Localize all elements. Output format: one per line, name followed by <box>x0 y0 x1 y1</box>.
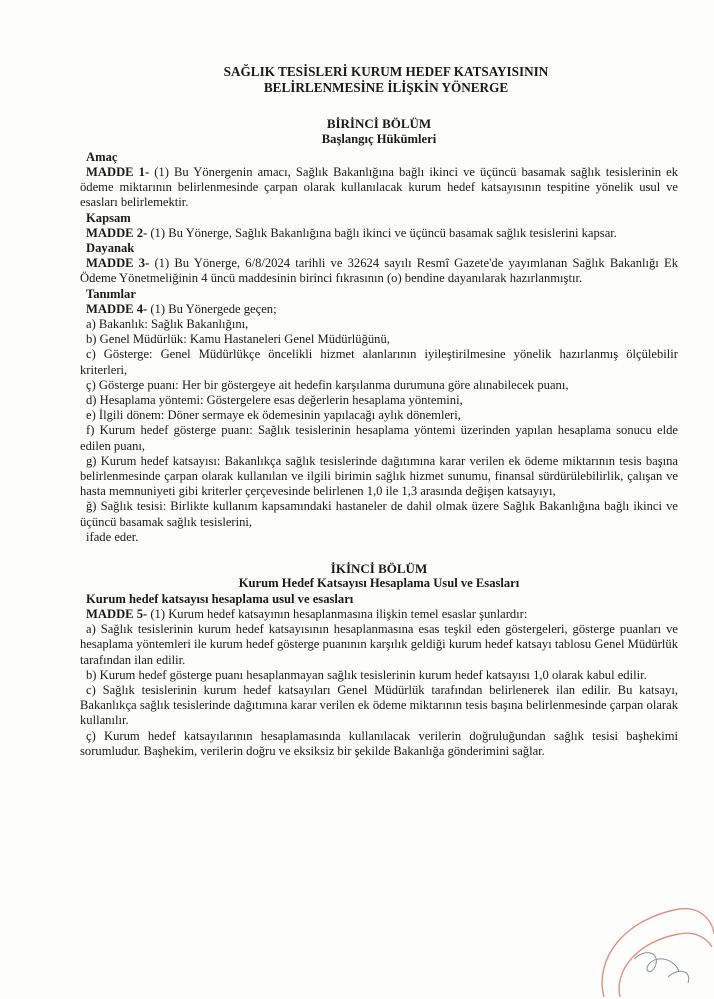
article-4-number: MADDE 4- <box>86 301 148 316</box>
document-page <box>80 64 678 759</box>
heading-tanimlar: Tanımlar <box>86 286 136 301</box>
definition-item: ğ) Sağlık tesisi: Birlikte kullanım kapsamındaki hastaneler de dahil olmak üzere Sağlık Bakanlığına bağlı ikinci ve üçüncü basamak sağlık tesislerini, <box>80 499 678 529</box>
definition-item: f) Kurum hedef gösterge puanı: Sağlık tesislerinin hesaplama yöntemi üzerinden yapılan hesaplama sonucu elde edilen puanı, <box>80 423 678 453</box>
document-title <box>80 64 678 96</box>
principle-item: ç) Kurum hedef katsayılarının hesaplamasında kullanılacak verilerin doğruluğundan sağlık tesisi başhekimi sorumludur. Başhekim, verilerin doğru ve eksiksiz bir şekilde Bakanlığa gönderimini sağlar. <box>80 728 678 758</box>
heading-kapsam: Kapsam <box>86 210 131 225</box>
article-2-number: MADDE 2- <box>86 225 148 240</box>
definition-item: e) İlgili dönem: Döner sermaye ek ödemesinin yapılacağı aylık dönemleri, <box>86 408 461 423</box>
principle-item: b) Kurum hedef gösterge puanı hesaplanmayan sağlık tesislerinin kurum hedef katsayısı 1,0 olarak kabul edilir. <box>86 667 647 682</box>
section-2-subtitle: Kurum Hedef Katsayısı Hesaplama Usul ve Esasları <box>238 576 520 591</box>
definition-item: d) Hesaplama yöntemi: Göstergelere esas değerlerin hesaplama yöntemini, <box>86 392 463 407</box>
section-1-subtitle: Başlangıç Hükümleri <box>321 131 437 146</box>
signature-scribble <box>634 953 679 972</box>
article-1-text: (1) Bu Yönergenin amacı, Sağlık Bakanlığına bağlı ikinci ve üçüncü basamak sağlık tesislerinin ek ödeme miktarının belirlenmesinde çarpan olarak kullanılacak kurum hedef katsayısının tespitine yönelik usul ve esasları belirlemektir. <box>80 164 678 210</box>
article-3 <box>80 256 678 286</box>
article-4-text: (1) Bu Yönergede geçen; <box>147 301 277 316</box>
definition-item: g) Kurum hedef katsayısı: Bakanlıkça sağlık tesislerinde dağıtımına karar verilen ek ödeme miktarının tesis başına belirlenmesinde çarpan olarak kullanılan ve ilgili birimin sağlık hizmet sunumu, finansal sürdürülebilirlik, çalışan ve hasta memnuniyeti gibi kriterler çerçevesinde belirlenen 1,0 ile 1,3 arasında değişen katsayıyı, <box>80 453 678 499</box>
principle-item: a) Sağlık tesislerinin kurum hedef katsayısının hesaplanmasına esas teşkil eden göstergeleri, gösterge puanları ve hesaplama yöntemleri ile kurum hedef gösterge puanının karşılık geldiği kurum hedef katsayı tablosu Genel Müdürlük tarafından ilan edilir. <box>80 622 678 667</box>
official-seal-stamp <box>584 879 714 999</box>
article-5-number: MADDE 5- <box>86 606 148 621</box>
section-2-title: İKİNCİ BÖLÜM <box>330 560 428 576</box>
article-2 <box>80 226 678 241</box>
definition-item: a) Bakanlık: Sağlık Bakanlığını, <box>86 316 249 331</box>
article-5 <box>80 607 678 622</box>
section-1-title: BİRİNCİ BÖLÜM <box>326 116 432 131</box>
article-5-text: (1) Kurum hedef katsayının hesaplanmasına ilişkin temel esaslar şunlardır: <box>147 606 528 621</box>
signature-scribble <box>668 971 689 983</box>
heading-amac: Amaç <box>86 149 118 164</box>
article-1-number: MADDE 1- <box>86 164 150 179</box>
title-line-2: BELİRLENMESİNE İLİŞKİN YÖNERGE <box>263 80 509 95</box>
title-line-1: SAĞLIK TESİSLERİ KURUM HEDEF KATSAYISININ <box>223 64 549 79</box>
heading-dayanak: Dayanak <box>86 240 135 255</box>
seal-arc-inner <box>619 933 712 997</box>
article-1 <box>80 165 678 211</box>
article-2-text: (1) Bu Yönerge, Sağlık Bakanlığına bağlı ikinci ve üçüncü basamak sağlık tesislerini kapsar. <box>147 225 617 240</box>
article-4 <box>80 302 678 317</box>
article-3-text: (1) Bu Yönerge, 6/8/2024 tarihli ve 32624 sayılı Resmî Gazete'de yayımlanan Sağlık Bakanlığı Ek Ödeme Yönetmeliğinin 4 üncü maddesinin birinci fıkrasının (o) bendine dayanılarak hazırlanmıştır. <box>80 256 678 286</box>
definition-item: ç) Gösterge puanı: Her bir göstergeye ait hedefin karşılanma durumuna göre alınabilecek puanı, <box>86 377 569 392</box>
definition-item: b) Genel Müdürlük: Kamu Hastaneleri Genel Müdürlüğünü, <box>86 332 390 347</box>
definition-item: c) Gösterge: Genel Müdürlükçe öncelikli hizmet alanlarının iyileştirilmesine yönelik hazırlanmış ölçülebilir kriterleri, <box>80 347 678 377</box>
heading-esaslar: Kurum hedef katsayısı hesaplama usul ve esasları <box>86 591 354 606</box>
definitions-closing: ifade eder. <box>86 529 139 544</box>
principle-item: c) Sağlık tesislerinin kurum hedef katsayıları Genel Müdürlük tarafından belirlenerek ilan edilir. Bu katsayı, Bakanlıkça sağlık tesislerinde dağıtımına karar verilen ek ödeme miktarının tesis başına belirlenmesinde çarpan olarak kullanılır. <box>80 682 678 728</box>
article-3-number: MADDE 3- <box>86 256 150 271</box>
